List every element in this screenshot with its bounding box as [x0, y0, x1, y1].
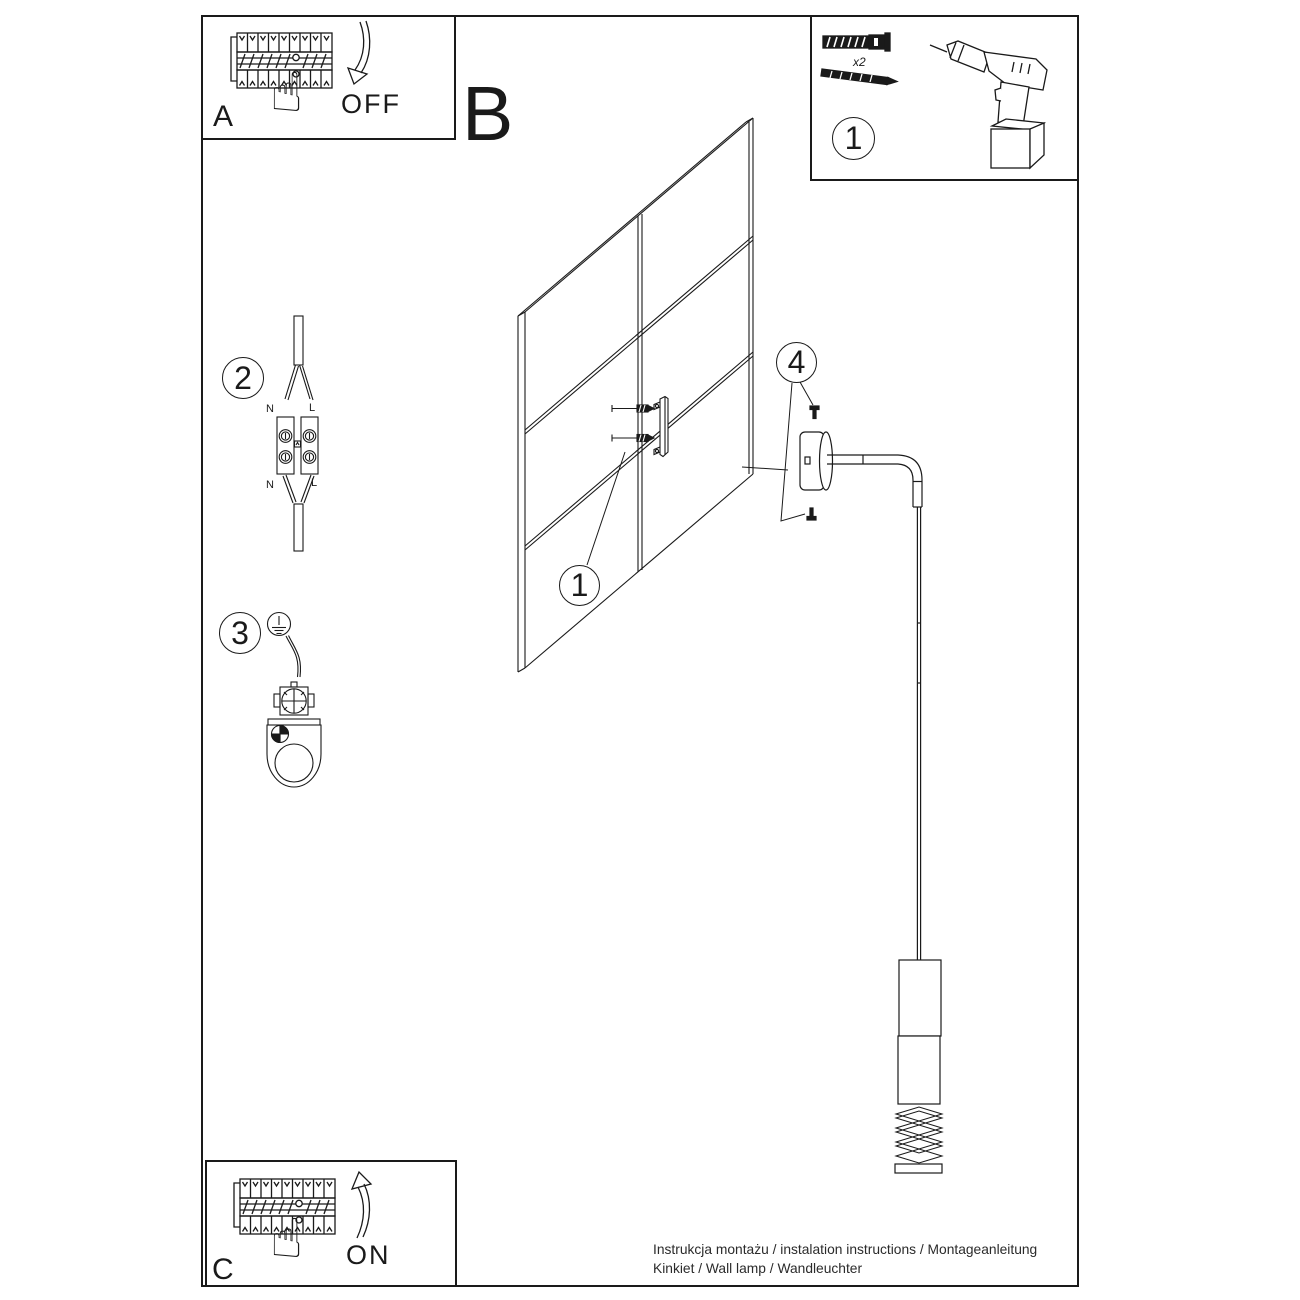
section-a-label: A: [213, 100, 234, 133]
footer-line-1: Instrukcja montażu / instalation instructions / Montageanleitung: [653, 1242, 1038, 1257]
step-circle-tools: 1: [832, 117, 875, 160]
wire-label-n-top: N: [266, 403, 274, 415]
box-a-border: [201, 15, 456, 140]
step-circle-wall: 1: [559, 565, 600, 606]
section-b-label: B: [462, 71, 514, 157]
step-circle-canopy: 4: [776, 342, 817, 383]
footer-line-2: Kinkiet / Wall lamp / Wandleuchter: [653, 1261, 863, 1276]
step-circle-wiring: 2: [222, 357, 264, 399]
outer-border: [201, 15, 1079, 1287]
on-label: ON: [346, 1240, 391, 1270]
box-c-border: [205, 1160, 457, 1287]
footer: [653, 1240, 1037, 1278]
step-circle-ground: 3: [219, 612, 261, 654]
wire-label-n-bottom: N: [266, 479, 274, 491]
off-label: OFF: [341, 89, 401, 119]
wire-label-l-top: L: [309, 402, 316, 414]
hand-icon: ☝: [270, 1207, 303, 1270]
section-c-label: C: [212, 1253, 234, 1286]
wire-label-l-bottom: L: [311, 477, 318, 489]
plug-quantity-label: x2: [853, 55, 866, 69]
hand-icon: ☝: [270, 61, 303, 124]
